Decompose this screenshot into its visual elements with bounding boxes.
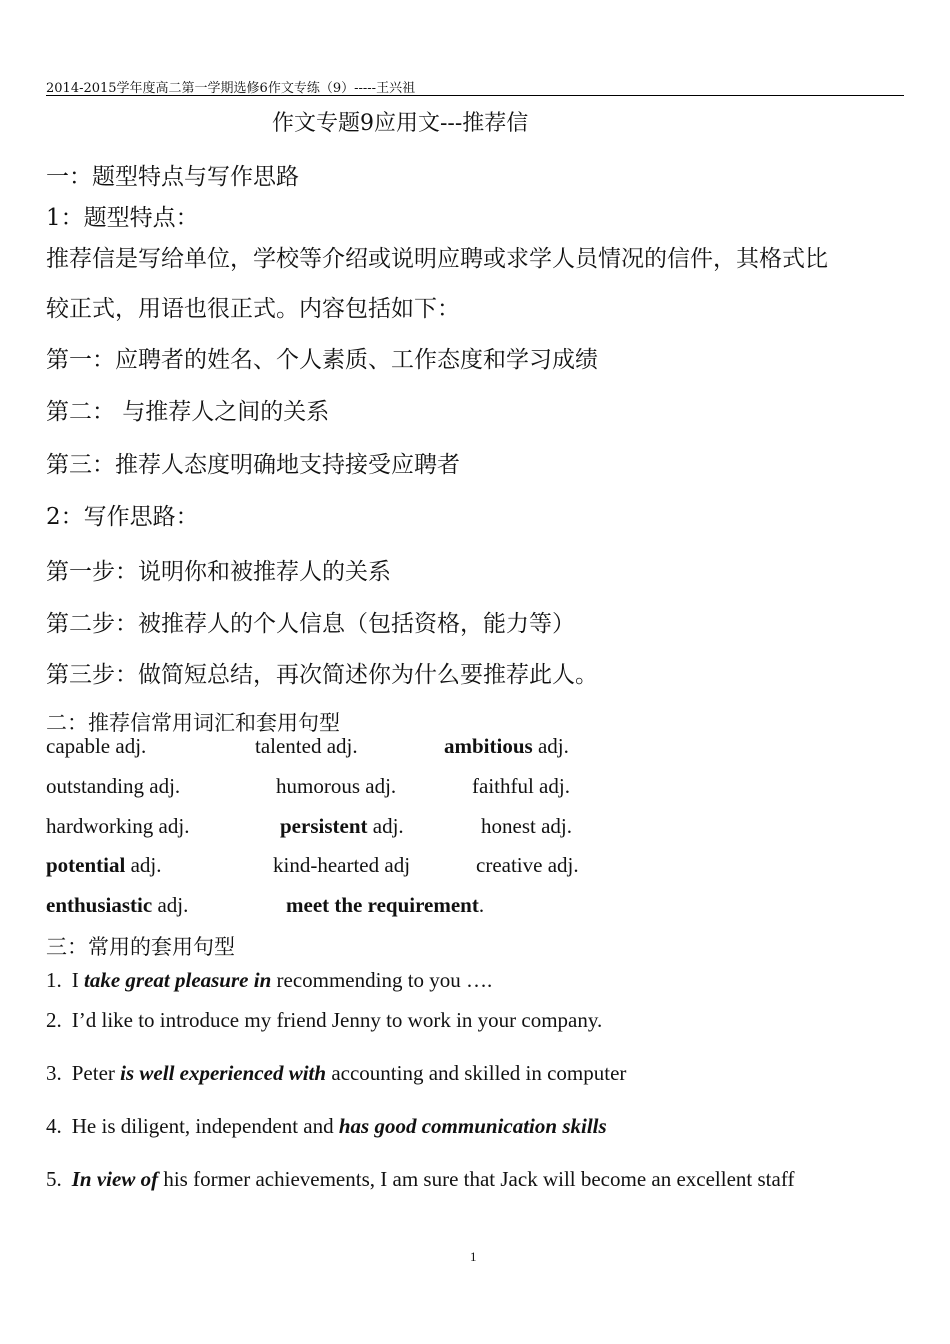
step-3: 第三步：做简短总结，再次简述你为什么要推荐此人。 [46, 662, 598, 688]
section3-heading: 三：常用的套用句型 [46, 935, 235, 959]
section1-heading: 一：题型特点与写作思路 [46, 164, 299, 190]
vocab-talented: talented adj. [255, 734, 358, 758]
point-3: 第三：推荐人态度明确地支持接受应聘者 [46, 452, 460, 478]
vocab-persistent-word: persistent [280, 814, 368, 838]
sentence-1 [46, 968, 492, 993]
section1-sub1-heading: 1：题型特点： [46, 205, 199, 231]
sentence-4-number: 4. [46, 1114, 62, 1138]
step-2: 第二步：被推荐人的个人信息（包括资格，能力等） [46, 611, 575, 637]
sentence-5 [46, 1167, 794, 1192]
sentence-1-emphasis: take great pleasure in [84, 968, 272, 992]
point-2: 第二： 与推荐人之间的关系 [46, 399, 330, 425]
vocab-potential-word: potential [46, 853, 126, 877]
sentence-2-number: 2. [46, 1008, 62, 1032]
step-1: 第一步：说明你和被推荐人的关系 [46, 559, 391, 585]
vocab-enthusiastic-pos: adj. [152, 893, 189, 917]
sentence-2 [46, 1008, 602, 1033]
vocab-creative: creative adj. [476, 853, 579, 877]
vocab-ambitious-pos: adj. [532, 734, 569, 758]
page-header: 2014-2015学年度高二第一学期选修6作文专练（9）-----王兴祖 [46, 81, 416, 96]
intro-line-2: 较正式，用语也很正式。内容包括如下： [46, 296, 460, 322]
vocab-ambitious-word: ambitious [444, 734, 533, 758]
section1-sub2-heading: 2：写作思路： [46, 504, 199, 530]
sentence-1-pre: I [71, 968, 84, 992]
vocab-honest: honest adj. [481, 814, 572, 838]
vocab-persistent [280, 814, 404, 839]
vocab-enthusiastic-word: enthusiastic [46, 893, 153, 917]
sentence-4 [46, 1114, 607, 1139]
sentence-3-number: 3. [46, 1061, 62, 1085]
page-number: 1 [470, 1249, 477, 1264]
sentence-4-emphasis: has good communication skills [338, 1114, 607, 1138]
sentence-5-number: 5. [46, 1167, 62, 1191]
vocab-capable: capable adj. [46, 734, 147, 758]
sentence-3 [46, 1061, 626, 1086]
sentence-3-emphasis: is well experienced with [120, 1061, 327, 1085]
sentence-3-pre: Peter [71, 1061, 121, 1085]
sentence-3-post: accounting and skilled in computer [326, 1061, 627, 1085]
vocab-enthusiastic [46, 893, 188, 918]
vocab-faithful: faithful adj. [472, 774, 570, 798]
sentence-2-text: I’d like to introduce my friend Jenny to work in your company. [71, 1008, 603, 1032]
vocab-outstanding: outstanding adj. [46, 774, 181, 798]
sentence-5-post: his former achievements, I am sure that Jack will become an excellent staff [158, 1167, 795, 1191]
vocab-humorous: humorous adj. [276, 774, 397, 798]
vocab-meet-phrase: meet the requirement [286, 893, 479, 917]
intro-line-1: 推荐信是写给单位，学校等介绍或说明应聘或求学人员情况的信件，其格式比 [46, 246, 828, 272]
vocab-kindhearted: kind-hearted adj [273, 853, 411, 877]
sentence-1-post: recommending to you …. [271, 968, 493, 992]
vocab-persistent-pos: adj. [367, 814, 404, 838]
sentence-1-number: 1. [46, 968, 62, 992]
vocab-meet-requirement [286, 893, 484, 918]
vocab-hardworking: hardworking adj. [46, 814, 190, 838]
section2-heading: 二：推荐信常用词汇和套用句型 [46, 711, 340, 735]
sentence-4-pre: He is diligent, independent and [71, 1114, 339, 1138]
point-1: 第一：应聘者的姓名、个人素质、工作态度和学习成绩 [46, 347, 598, 373]
sentence-5-emphasis: In view of [71, 1167, 159, 1191]
vocab-ambitious [444, 734, 569, 759]
vocab-potential [46, 853, 162, 878]
vocab-meet-end: . [478, 893, 485, 917]
vocab-potential-pos: adj. [125, 853, 162, 877]
document-title: 作文专题9应用文---推荐信 [272, 111, 529, 136]
header-divider [46, 95, 904, 96]
